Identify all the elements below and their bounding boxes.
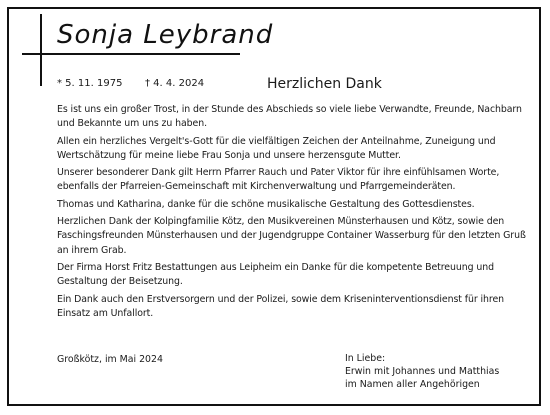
paragraph-first-responders: Ein Dank auch den Erstversorgern und der Polizei, sowie dem Kriseninterventionsdienst für ihren Einsatz am Unfallort. bbox=[57, 293, 505, 319]
death-date: † 4. 4. 2024 bbox=[145, 78, 205, 89]
place-and-date: Großkötz, im Mai 2024 bbox=[57, 354, 163, 365]
thanks-body bbox=[57, 103, 527, 324]
birth-date: * 5. 11. 1975 bbox=[57, 78, 123, 89]
cross-horizontal-bar bbox=[22, 53, 240, 55]
paragraph-comfort: Es ist uns ein großer Trost, in der Stunde des Abschieds so viele liebe Verwandte, Freunde, Nachbarn und Bekannte um uns zu haben. bbox=[57, 104, 522, 130]
thanks-heading: Herzlichen Dank bbox=[267, 76, 382, 92]
closing-line: Erwin mit Johannes und Matthias bbox=[345, 366, 500, 378]
paragraph-clergy: Unserer besonderer Dank gilt Herrn Pfarrer Rauch und Pater Viktor für ihre einfühlsamen Worte, ebenfalls der Pfarreien-Gemeinschaft mit Kirchenverwaltung und Pfarrgemeinderäten. bbox=[57, 167, 500, 193]
closing-signature bbox=[345, 352, 499, 392]
closing-line: im Namen aller Angehörigen bbox=[345, 379, 480, 391]
deceased-name: Sonja Leybrand bbox=[57, 20, 274, 50]
cross-vertical-bar bbox=[40, 14, 42, 86]
paragraph-gratitude: Allen ein herzliches Vergelt's-Gott für die vielfältigen Zeichen der Anteilnahme, Zuneigung und Wertschätzung für meine liebe Frau Sonja und unsere herzensgute Mutter. bbox=[57, 135, 496, 161]
paragraph-funeral-home: Der Firma Horst Fritz Bestattungen aus Leipheim ein Danke für die kompetente Betreuung und Gestaltung der Beisetzung. bbox=[57, 261, 494, 288]
closing-line: In Liebe: bbox=[345, 353, 386, 364]
paragraph-music: Thomas und Katharina, danke für die schöne musikalische Gestaltung des Gottesdienstes. bbox=[57, 198, 475, 210]
paragraph-associations: Herzlichen Dank der Kolpingfamilie Kötz, den Musikvereinen Münsterhausen und Kötz, sowie den Faschingsfreunden Münsterhausen und der Jugendgruppe Container Wasserburg für den letzten Gruß an ihrem Grab. bbox=[57, 216, 526, 256]
